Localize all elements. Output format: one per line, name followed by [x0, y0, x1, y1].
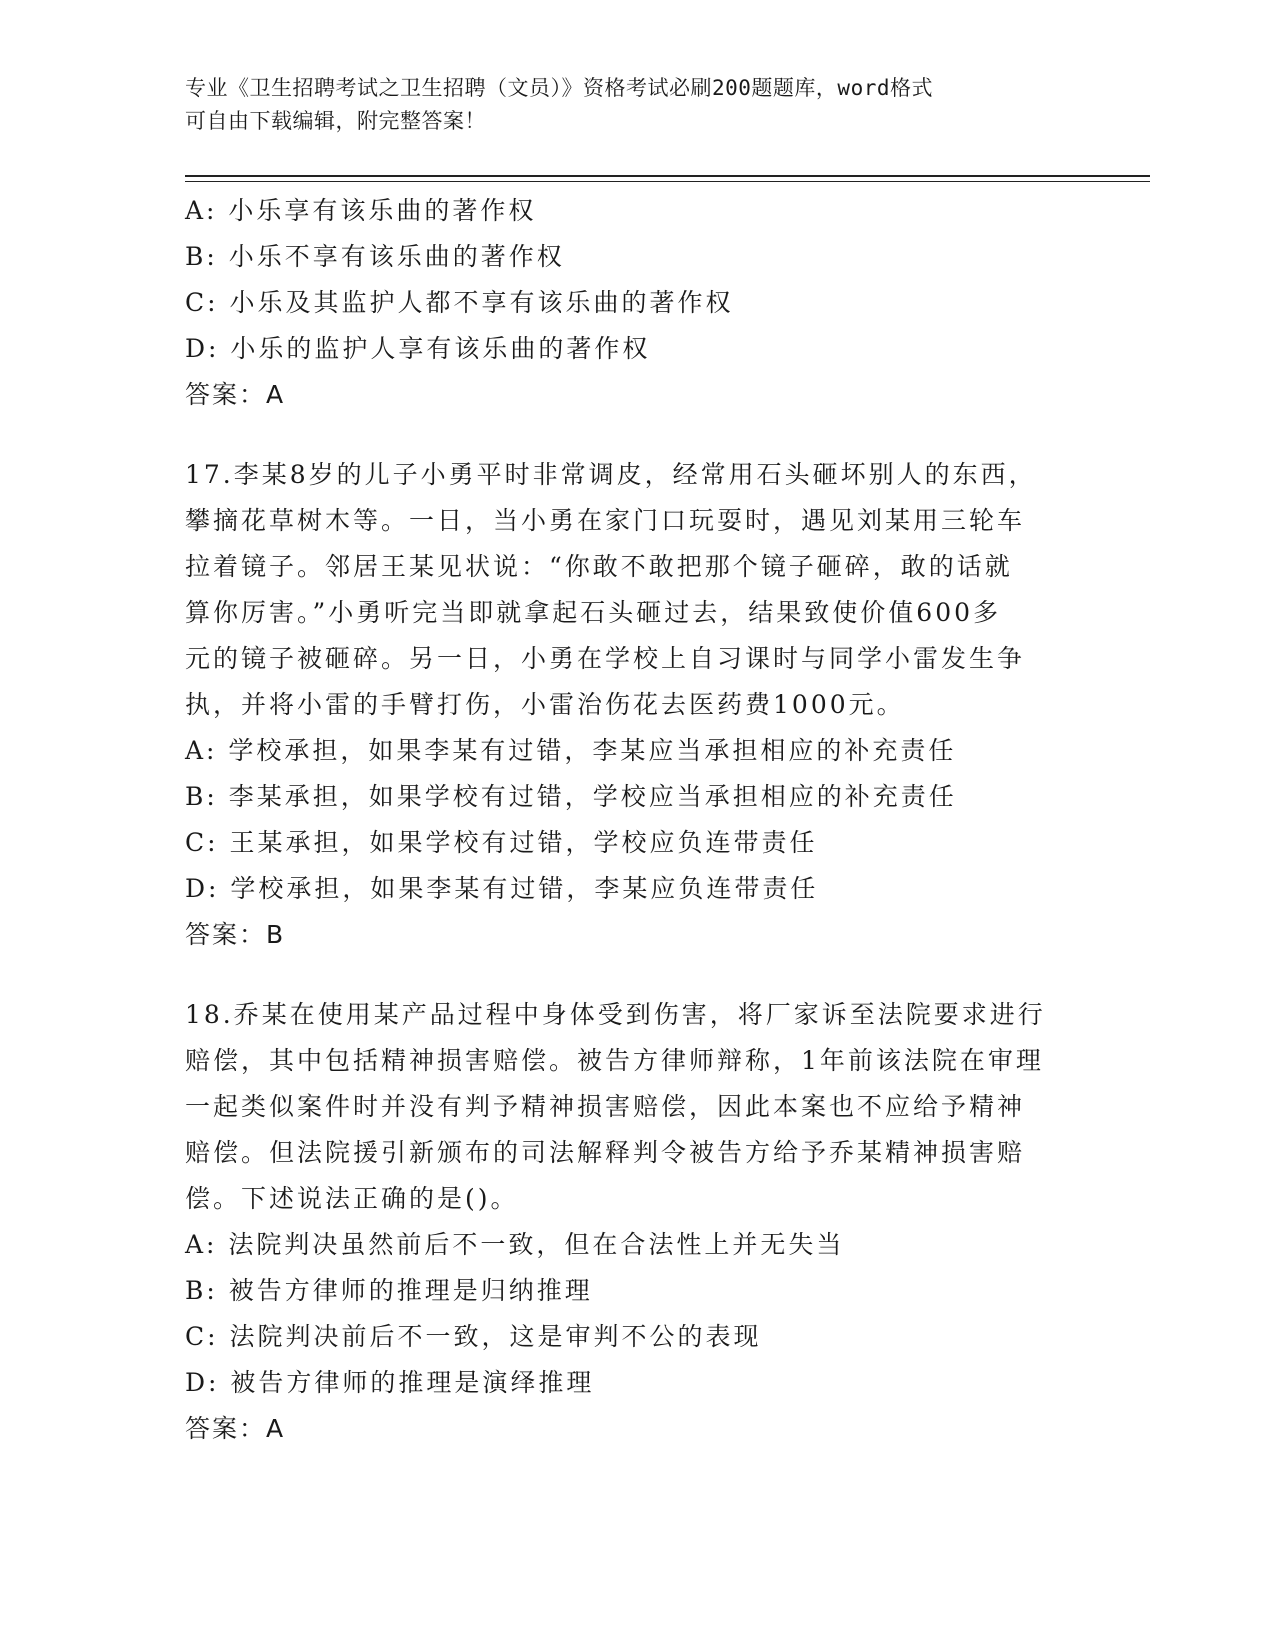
question-stem-line: 偿。下述说法正确的是()。	[185, 1184, 519, 1213]
option-b: B: 李某承担，如果学校有过错，学校应当承担相应的补充责任	[185, 782, 957, 811]
option-b: B: 小乐不享有该乐曲的著作权	[185, 242, 565, 271]
header-divider-thin	[185, 181, 1150, 182]
option-a: A: 学校承担，如果李某有过错，李某应当承担相应的补充责任	[185, 736, 957, 765]
option-b: B: 被告方律师的推理是归纳推理	[185, 1276, 593, 1305]
option-a: A: 法院判决虽然前后不一致，但在合法性上并无失当	[185, 1230, 845, 1259]
option-c: C: 王某承担，如果学校有过错，学校应负连带责任	[185, 828, 818, 857]
header-title-line-2: 可自由下载编辑，附完整答案！	[185, 109, 486, 133]
option-a: A: 小乐享有该乐曲的著作权	[185, 196, 537, 225]
question-17	[185, 452, 1085, 958]
option-c: C: 小乐及其监护人都不享有该乐曲的著作权	[185, 288, 734, 317]
document-header	[185, 72, 1065, 138]
header-title-line-1: 专业《卫生招聘考试之卫生招聘（文员）》资格考试必刷200题题库，word格式	[185, 76, 933, 100]
option-c: C: 法院判决前后不一致，这是审判不公的表现	[185, 1322, 762, 1351]
answer-line: 答案：A	[185, 1414, 286, 1443]
question-stem-line: 赔偿，其中包括精神损害赔偿。被告方律师辩称，1年前该法院在审理	[185, 1046, 1044, 1075]
question-stem-line: 一起类似案件时并没有判予精神损害赔偿，因此本案也不应给予精神	[185, 1092, 1026, 1121]
question-18	[185, 992, 1085, 1452]
option-d: D: 学校承担，如果李某有过错，李某应负连带责任	[185, 874, 819, 903]
option-d: D: 小乐的监护人享有该乐曲的著作权	[185, 334, 651, 363]
answer-line: 答案：B	[185, 920, 286, 949]
question-stem-line: 执，并将小雷的手臂打伤，小雷治伤花去医药费1000元。	[185, 690, 905, 719]
question-16	[185, 188, 1085, 418]
question-stem-line: 元的镜子被砸碎。另一日，小勇在学校上自习课时与同学小雷发生争	[185, 644, 1026, 673]
question-stem-line: 算你厉害。”小勇听完当即就拿起石头砸过去，结果致使价值600多	[185, 598, 1002, 627]
question-stem-line: 17.李某8岁的儿子小勇平时非常调皮，经常用石头砸坏别人的东西，	[185, 460, 1037, 489]
answer-line: 答案：A	[185, 380, 286, 409]
header-divider-thick	[185, 175, 1150, 177]
question-stem-line: 赔偿。但法院援引新颁布的司法解释判令被告方给予乔某精神损害赔	[185, 1138, 1026, 1167]
document-body	[185, 188, 1085, 1452]
option-d: D: 被告方律师的推理是演绎推理	[185, 1368, 595, 1397]
question-stem-line: 攀摘花草树木等。一日，当小勇在家门口玩耍时，遇见刘某用三轮车	[185, 506, 1026, 535]
question-stem-line: 18.乔某在使用某产品过程中身体受到伤害，将厂家诉至法院要求进行	[185, 1000, 1046, 1029]
question-stem-line: 拉着镜子。邻居王某见状说：“你敢不敢把那个镜子砸碎，敢的话就	[185, 552, 1013, 581]
